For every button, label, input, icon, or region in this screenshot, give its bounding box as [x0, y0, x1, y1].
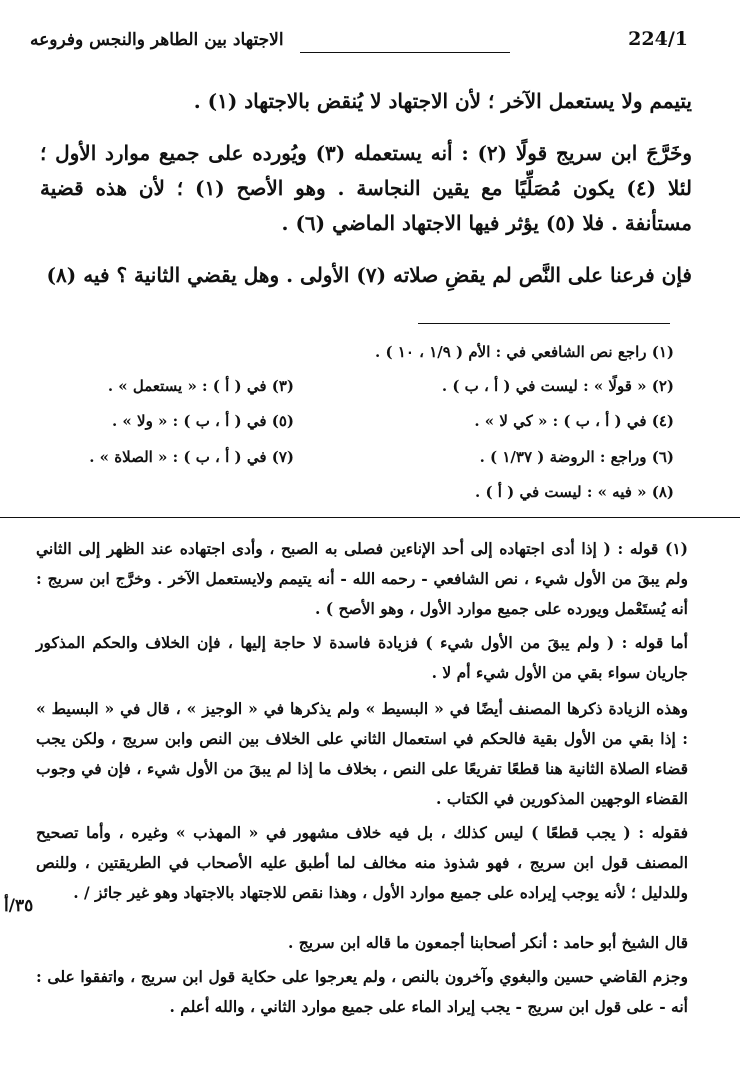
commentary-paragraph-3: وهذه الزيادة ذكرها المصنف أيضًا في « البسيط » ولم يذكرها في « الوجيز » ، قال في « البسيط » : إذا بقي من الأول بقية فالحكم في استعمال الثاني على الخلاف بين النص وابن سريج ، ولكن يجب قضاء الصلاة الثانية هنا قطعًا تفريعًا على النص ، بخلاف ما إذا لم يبقَ من الأول شيء ، فإن في وجوب القضاء الوجهين المذكورين في الكتاب . [36, 699, 688, 808]
main-paragraph-1: يتيمم ولا يستعمل الآخر ؛ لأن الاجتهاد لا يُنقض بالاجتهاد (١) . [193, 89, 692, 113]
footnote-4: (٤) في ( أ ، ب ) : « كي لا » . [474, 412, 674, 430]
footnote-row [40, 343, 674, 371]
commentary-paragraph-5: قال الشيخ أبو حامد : أنكر أصحابنا أجمعون ما قاله ابن سريج . [287, 933, 688, 952]
header-rule [300, 52, 510, 53]
running-header-title: الاجتهاد بين الطاهر والنجس وفروعه [30, 30, 284, 50]
footnote-row [40, 377, 674, 405]
footnote-2: (٢) « قولًا » : ليست في ( أ ، ب ) . [441, 377, 674, 395]
footnote-rule [418, 323, 670, 324]
footnote-6: (٦) وراجع : الروضة ( ١/٣٧ ) . [479, 448, 674, 466]
footnote-5: (٥) في ( أ ، ب ) : « ولا » . [111, 412, 294, 430]
footnote-row [40, 448, 674, 476]
commentary-paragraph-2: أما قوله : ( ولم يبقَ من الأول شيء ) فزيادة فاسدة لا حاجة إليها ، فإن الخلاف والحكم المذكور جاريان سواء بقي من الأول شيء أم لا . [36, 633, 688, 682]
manuscript-folio-marker: ٣٥/أ [4, 896, 34, 916]
commentary-separator [0, 517, 740, 518]
footnote-3: (٣) في ( أ ) : « يستعمل » . [107, 377, 294, 395]
main-paragraph-3: فإن فرعنا على النَّص لم يقضِ صلاته (٧) الأولى . وهل يقضي الثانية ؟ فيه (٨) [46, 263, 692, 287]
page-number: 224/1 [628, 28, 688, 50]
footnote-row [40, 412, 674, 440]
footnote-7: (٧) في ( أ ، ب ) : « الصلاة » . [89, 448, 294, 466]
commentary-paragraph-6: وجزم القاضي حسين والبغوي وآخرون بالنص ، ولم يعرجوا على حكاية قول ابن سريج ، واتفقوا على : أنه - على قول ابن سريج - يجب إيراد الماء على جميع موارد الثاني ، والله أعلم . [36, 967, 688, 1016]
commentary-paragraph-4: فقوله : ( يجب قطعًا ) ليس كذلك ، بل فيه خلاف مشهور في « المهذب » وغيره ، وأما تصحيح المصنف قول ابن سريج ، فهو شذوذ منه مخالف لما أطبق عليه الأصحاب في الطريقتين ، وللنص وللدليل ؛ لأنه يوجب إيراده على جميع موارد الأول ، وهذا نقص للاجتهاد بالاجتهاد وهو غير جائز / . [36, 823, 688, 902]
footnote-1: (١) راجع نص الشافعي في : الأم ( ١/٩ ، ١٠ ) . [375, 343, 674, 361]
footnote-row [40, 483, 674, 511]
footnote-8: (٨) « فيه » : ليست في ( أ ) . [475, 483, 674, 501]
main-paragraph-2: وخَرَّجَ ابن سريج قولًا (٢) : أنه يستعمله (٣) ويُورده على جميع موارد الأول ؛ لئلا (٤) يكون مُصَلِّيًا مع يقين النجاسة . وهو الأصح (١) ؛ لأن هذه قضية مستأنفة . فلا (٥) يؤثر فيها الاجتهاد الماضي (٦) . [40, 141, 692, 235]
commentary-paragraph-1: (١) قوله : ( إذا أدى اجتهاده إلى أحد الإناءين فصلى به الصبح ، وأدى اجتهاده عند الظهر إلى الثاني ولم يبقَ من الأول شيء ، نص الشافعي - رحمه الله - أنه يتيمم ولايستعمل الآخر . وخرَّج ابن سريج : أنه يُستَعْمل ويورده على جميع موارد الأول ، وهو الأصح ) . [36, 539, 688, 618]
